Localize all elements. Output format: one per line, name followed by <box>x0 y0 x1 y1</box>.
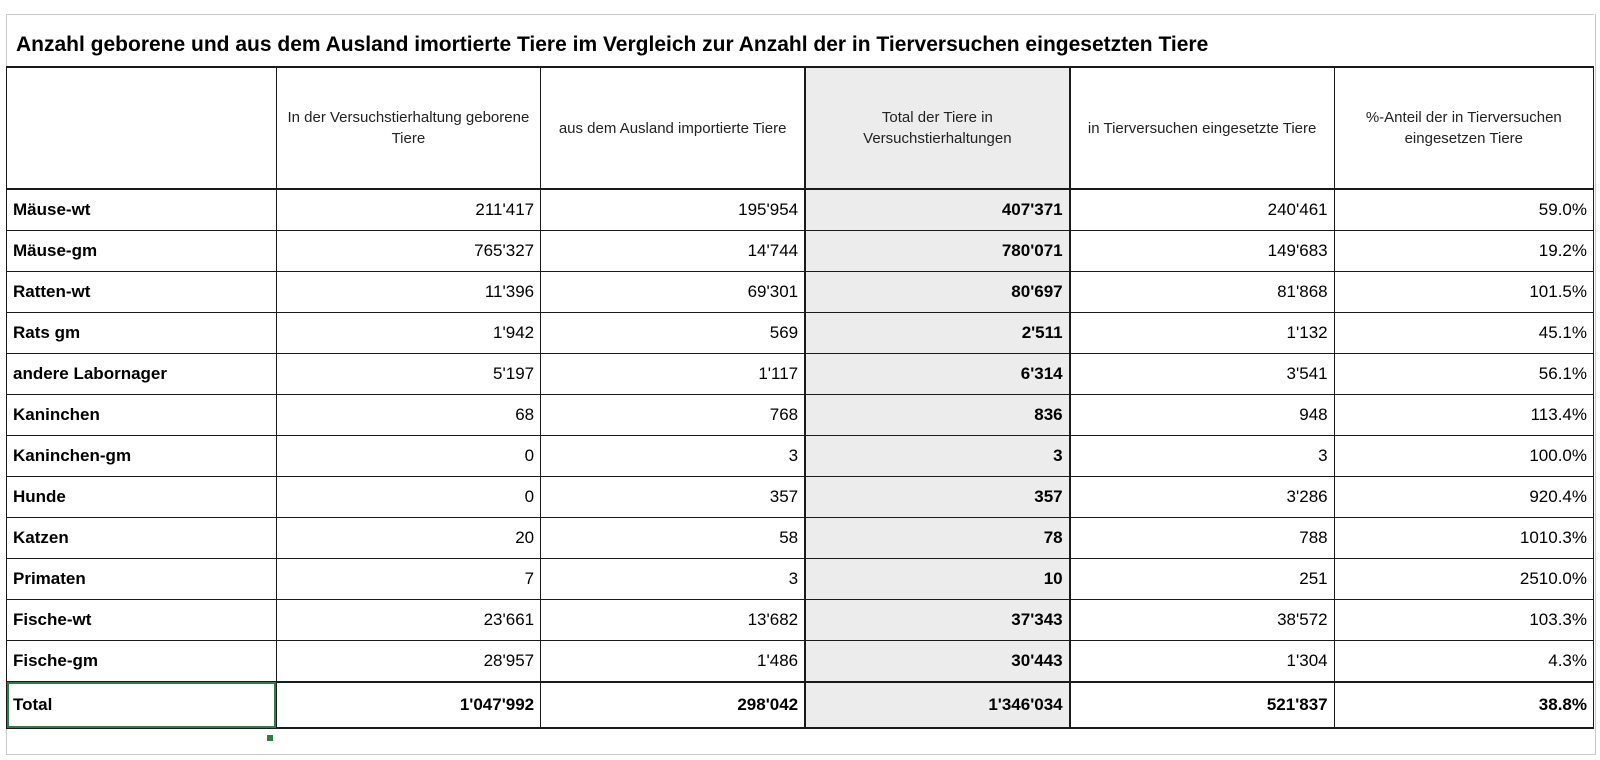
cell-imported[interactable]: 1'486 <box>541 641 806 683</box>
cell-imported[interactable]: 569 <box>541 313 806 354</box>
cell-label[interactable]: Kaninchen-gm <box>7 436 277 477</box>
table-row <box>7 559 1594 600</box>
header-cell-total[interactable]: Total der Tiere in Versuchstierhaltungen <box>805 67 1070 189</box>
table-row <box>7 313 1594 354</box>
table-row <box>7 354 1594 395</box>
cell-imported[interactable]: 69'301 <box>541 272 806 313</box>
cell-born[interactable]: 1'942 <box>276 313 541 354</box>
cell-percent[interactable]: 59.0% <box>1334 189 1593 231</box>
cell-imported[interactable]: 3 <box>541 436 806 477</box>
cell-total[interactable]: 780'071 <box>805 231 1070 272</box>
cell-percent[interactable]: 19.2% <box>1334 231 1593 272</box>
cell-total[interactable]: 357 <box>805 477 1070 518</box>
data-table <box>6 66 1594 729</box>
cell-imported[interactable]: 58 <box>541 518 806 559</box>
cell-used[interactable]: 1'132 <box>1070 313 1335 354</box>
cell-used[interactable]: 3 <box>1070 436 1335 477</box>
total-cell-label[interactable]: Total <box>7 682 277 728</box>
title-row[interactable] <box>6 14 1594 66</box>
cell-total[interactable]: 3 <box>805 436 1070 477</box>
cell-percent[interactable]: 2510.0% <box>1334 559 1593 600</box>
total-cell-imported[interactable]: 298'042 <box>541 682 806 728</box>
table-row <box>7 395 1594 436</box>
cell-born[interactable]: 0 <box>276 436 541 477</box>
cell-percent[interactable]: 103.3% <box>1334 600 1593 641</box>
cell-percent[interactable]: 45.1% <box>1334 313 1593 354</box>
cell-used[interactable]: 3'286 <box>1070 477 1335 518</box>
table-row <box>7 272 1594 313</box>
cell-total[interactable]: 78 <box>805 518 1070 559</box>
cell-total[interactable]: 836 <box>805 395 1070 436</box>
cell-used[interactable]: 240'461 <box>1070 189 1335 231</box>
table-row <box>7 436 1594 477</box>
cell-percent[interactable]: 920.4% <box>1334 477 1593 518</box>
cell-imported[interactable]: 357 <box>541 477 806 518</box>
total-cell-total[interactable]: 1'346'034 <box>805 682 1070 728</box>
total-row <box>7 682 1594 728</box>
cell-total[interactable]: 2'511 <box>805 313 1070 354</box>
cell-used[interactable]: 788 <box>1070 518 1335 559</box>
table-row <box>7 641 1594 683</box>
cell-born[interactable]: 5'197 <box>276 354 541 395</box>
cell-born[interactable]: 68 <box>276 395 541 436</box>
cell-label[interactable]: Rats gm <box>7 313 277 354</box>
cell-total[interactable]: 37'343 <box>805 600 1070 641</box>
cell-label[interactable]: andere Labornager <box>7 354 277 395</box>
cell-imported[interactable]: 768 <box>541 395 806 436</box>
cell-label[interactable]: Primaten <box>7 559 277 600</box>
cell-used[interactable]: 38'572 <box>1070 600 1335 641</box>
cell-total[interactable]: 80'697 <box>805 272 1070 313</box>
cell-label[interactable]: Mäuse-wt <box>7 189 277 231</box>
cell-label[interactable]: Hunde <box>7 477 277 518</box>
cell-label[interactable]: Fische-gm <box>7 641 277 683</box>
cell-imported[interactable]: 1'117 <box>541 354 806 395</box>
cell-imported[interactable]: 3 <box>541 559 806 600</box>
cell-percent[interactable]: 113.4% <box>1334 395 1593 436</box>
cell-born[interactable]: 0 <box>276 477 541 518</box>
header-row <box>7 67 1594 189</box>
total-cell-born[interactable]: 1'047'992 <box>276 682 541 728</box>
cell-imported[interactable]: 14'744 <box>541 231 806 272</box>
header-cell-percent[interactable]: %-Anteil der in Tierversuchen eingesetzen Tiere <box>1334 67 1593 189</box>
cell-imported[interactable]: 13'682 <box>541 600 806 641</box>
cell-born[interactable]: 20 <box>276 518 541 559</box>
cell-percent[interactable]: 101.5% <box>1334 272 1593 313</box>
cell-born[interactable]: 765'327 <box>276 231 541 272</box>
cell-total[interactable]: 10 <box>805 559 1070 600</box>
cell-label[interactable]: Ratten-wt <box>7 272 277 313</box>
cell-total[interactable]: 407'371 <box>805 189 1070 231</box>
table-row <box>7 231 1594 272</box>
cell-born[interactable]: 211'417 <box>276 189 541 231</box>
table-title: Anzahl geborene und aus dem Ausland imortierte Tiere im Vergleich zur Anzahl der in Tierversuchen eingesetzten Tiere <box>16 33 1209 56</box>
cell-used[interactable]: 948 <box>1070 395 1335 436</box>
cell-percent[interactable]: 4.3% <box>1334 641 1593 683</box>
cell-label[interactable]: Fische-wt <box>7 600 277 641</box>
cell-used[interactable]: 3'541 <box>1070 354 1335 395</box>
cell-born[interactable]: 11'396 <box>276 272 541 313</box>
cell-born[interactable]: 7 <box>276 559 541 600</box>
header-cell-born[interactable]: In der Versuchstierhaltung geborene Tiere <box>276 67 541 189</box>
cell-born[interactable]: 28'957 <box>276 641 541 683</box>
table-row <box>7 477 1594 518</box>
cell-used[interactable]: 81'868 <box>1070 272 1335 313</box>
header-cell-label[interactable] <box>7 67 277 189</box>
table-row <box>7 189 1594 231</box>
cell-label[interactable]: Kaninchen <box>7 395 277 436</box>
cell-used[interactable]: 1'304 <box>1070 641 1335 683</box>
fill-handle[interactable] <box>266 734 274 742</box>
total-cell-used[interactable]: 521'837 <box>1070 682 1335 728</box>
cell-used[interactable]: 251 <box>1070 559 1335 600</box>
cell-percent[interactable]: 100.0% <box>1334 436 1593 477</box>
total-cell-percent[interactable]: 38.8% <box>1334 682 1593 728</box>
cell-label[interactable]: Katzen <box>7 518 277 559</box>
table-row <box>7 600 1594 641</box>
cell-imported[interactable]: 195'954 <box>541 189 806 231</box>
cell-label[interactable]: Mäuse-gm <box>7 231 277 272</box>
cell-total[interactable]: 6'314 <box>805 354 1070 395</box>
header-cell-imported[interactable]: aus dem Ausland importierte Tiere <box>541 67 806 189</box>
header-cell-used[interactable]: in Tierversuchen eingesetzte Tiere <box>1070 67 1335 189</box>
table-row <box>7 518 1594 559</box>
cell-percent[interactable]: 56.1% <box>1334 354 1593 395</box>
cell-total[interactable]: 30'443 <box>805 641 1070 683</box>
cell-born[interactable]: 23'661 <box>276 600 541 641</box>
cell-percent[interactable]: 1010.3% <box>1334 518 1593 559</box>
cell-used[interactable]: 149'683 <box>1070 231 1335 272</box>
